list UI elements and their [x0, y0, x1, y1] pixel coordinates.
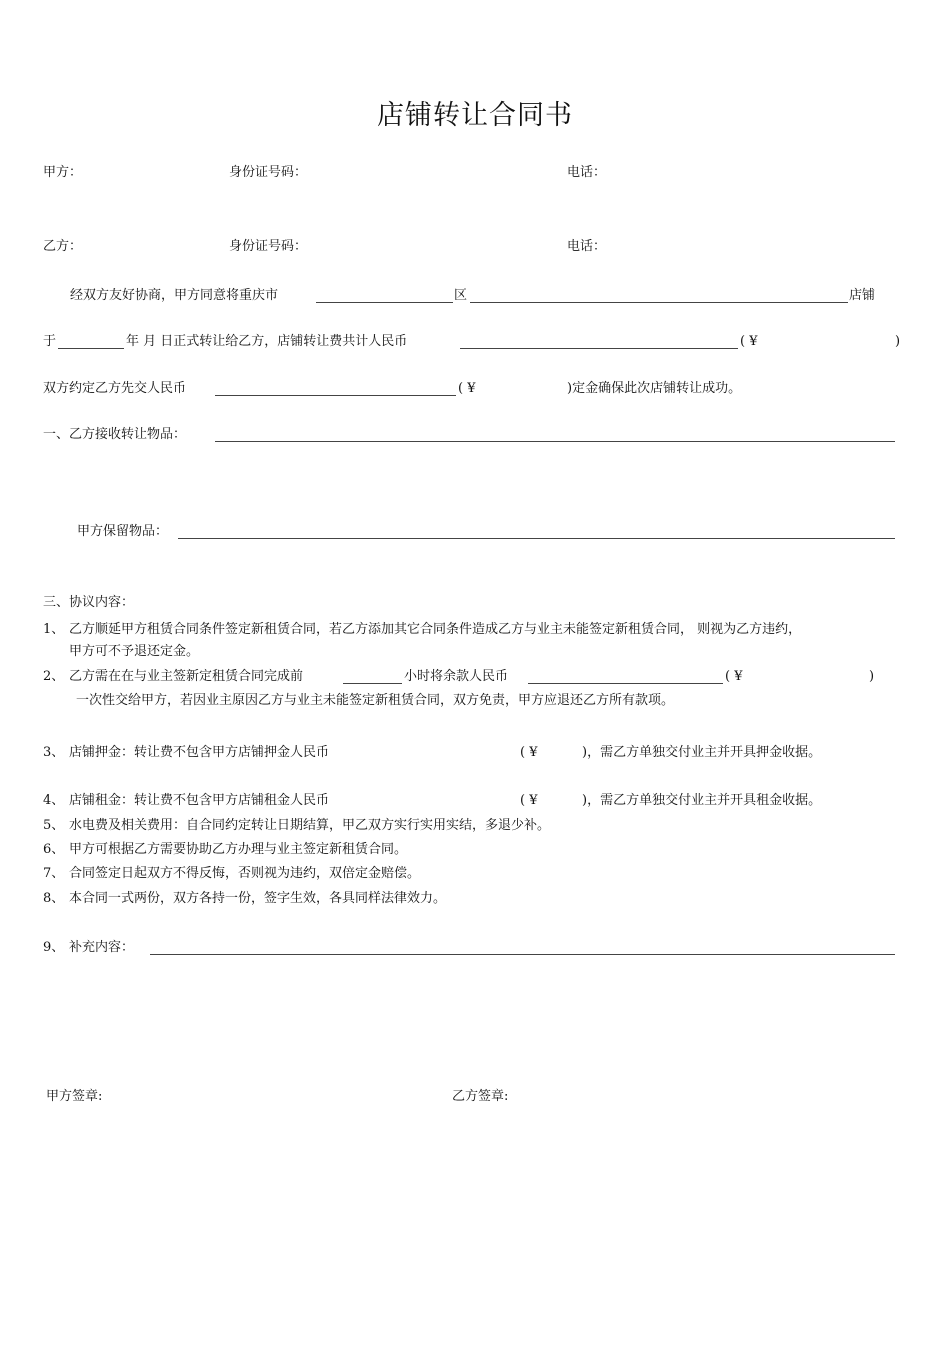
- clause-4-number: 4、: [43, 793, 65, 808]
- party-b-id-label: 身份证号码：: [229, 239, 308, 254]
- clause-5-number: 5、: [43, 818, 65, 833]
- clause-3-text: 店铺押金：转让费不包含甲方店铺押金人民币: [69, 745, 330, 760]
- hours-blank-line: [343, 683, 402, 684]
- clause-8-text: 本合同一式两份，双方各持一份，签字生效，各具同样法律效力。: [69, 891, 447, 906]
- supplement-label: 补充内容：: [69, 940, 135, 955]
- clause-3-yen: ( ¥: [520, 745, 538, 760]
- intro-line2-text: 年 月 日正式转让给乙方，店铺转让费共计人民币: [126, 334, 408, 349]
- balance-blank-line: [528, 683, 723, 684]
- party-a-signature-label: 甲方签章:: [46, 1089, 103, 1104]
- year-blank-line: [58, 348, 124, 349]
- received-items-blank-line: [215, 441, 895, 442]
- clause-2-number: 2、: [43, 669, 65, 684]
- party-b-name-label: 乙方：: [43, 239, 83, 254]
- clause-8-number: 8、: [43, 891, 65, 906]
- clause-2-close: ): [869, 669, 875, 684]
- clause-3-number: 3、: [43, 745, 65, 760]
- party-b-signature-label: 乙方签章:: [452, 1089, 509, 1104]
- clause-1-number: 1、: [43, 622, 65, 637]
- shop-address-blank-line: [470, 302, 848, 303]
- clause-2-yen: ( ¥: [725, 669, 743, 684]
- clause-6-text: 甲方可根据乙方需要协助乙方办理与业主签定新租赁合同。: [69, 842, 408, 857]
- intro-line2-yen: ( ¥: [740, 334, 758, 349]
- clause-2-balance-text: 小时将余款人民币: [404, 669, 509, 684]
- clause-4-tail: )，需乙方单独交付业主并开具租金收据。: [582, 793, 822, 808]
- intro-line3-tail: )定金确保此次店铺转让成功。: [567, 381, 742, 396]
- retained-items-label: 甲方保留物品：: [77, 524, 169, 539]
- intro-district-label: 区: [454, 288, 468, 303]
- agreement-heading: 三、协议内容：: [43, 595, 135, 610]
- received-items-label: 一、乙方接收转让物品：: [43, 427, 187, 442]
- intro-line2-prefix: 于: [43, 334, 57, 349]
- intro-line2-close: ): [895, 334, 901, 349]
- clause-4-yen: ( ¥: [520, 793, 538, 808]
- clause-7-number: 7、: [43, 866, 65, 881]
- district-blank-line: [316, 302, 453, 303]
- party-a-phone-label: 电话：: [567, 165, 607, 180]
- clause-5-text: 水电费及相关费用：自合同约定转让日期结算，甲乙双方实行实用实结，多退少补。: [69, 818, 551, 833]
- clause-2-continuation: 一次性交给甲方，若因业主原因乙方与业主未能签定新租赁合同，双方免责，甲方应退还乙方所有款项。: [76, 693, 675, 708]
- party-a-id-label: 身份证号码：: [229, 165, 308, 180]
- clause-2-text: 乙方需在在与业主签新定租赁合同完成前: [69, 669, 304, 684]
- intro-line1-text: 经双方友好协商，甲方同意将重庆市: [70, 288, 279, 303]
- intro-shop-label: 店铺: [849, 288, 876, 303]
- clause-6-number: 6、: [43, 842, 65, 857]
- clause-4-text: 店铺租金：转让费不包含甲方店铺租金人民币: [69, 793, 330, 808]
- party-b-phone-label: 电话：: [567, 239, 607, 254]
- deposit-blank-line: [215, 395, 456, 396]
- party-a-name-label: 甲方：: [43, 165, 83, 180]
- document-title: 店铺转让合同书: [377, 100, 573, 131]
- clause-9-number: 9、: [43, 940, 65, 955]
- intro-line3-yen: ( ¥: [458, 381, 476, 396]
- retained-items-blank-line: [178, 538, 895, 539]
- clause-1-text: 乙方顺延甲方租赁合同条件签定新租赁合同，若乙方添加其它合同条件造成乙方与业主未能签定新租赁合同， 则视为乙方违约，: [69, 622, 802, 637]
- clause-1-continuation: 甲方可不予退还定金。: [69, 644, 200, 659]
- transfer-fee-blank-line: [460, 348, 738, 349]
- supplement-blank-line: [150, 954, 895, 955]
- clause-3-tail: )，需乙方单独交付业主并开具押金收据。: [582, 745, 822, 760]
- clause-7-text: 合同签定日起双方不得反悔，否则视为违约，双倍定金赔偿。: [69, 866, 421, 881]
- intro-line3-text: 双方约定乙方先交人民币: [43, 381, 187, 396]
